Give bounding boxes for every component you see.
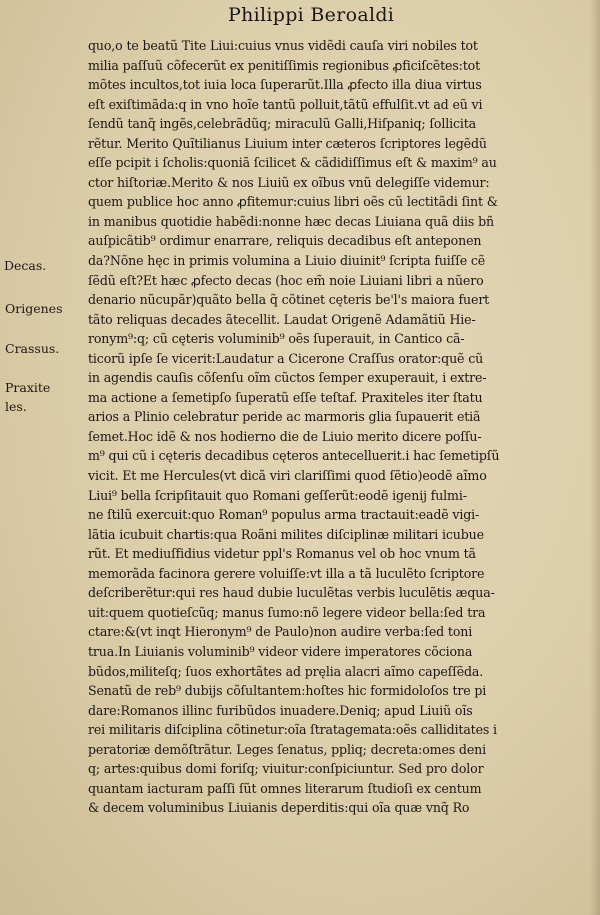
text-line: ctor hiſtoriæ.Merito & nos Liuiũ ex oĩbus vnũ delegiſſe videmur: <box>88 174 490 190</box>
text-line: ne ſtilũ exercuit:quo Roman⁹ populus arma tractauit:eadẽ vigi- <box>88 507 480 523</box>
text-line: vicit. Et me Hercules(vt dicã viri clariſſimi quod ſẽtio)eodẽ aĩmo <box>88 468 487 484</box>
text-line: peratoriæ demõſtrãtur. Leges ſenatus, ppliq; decreta:omes deni <box>88 741 486 757</box>
text-line: milia paſſuũ cõfecerũt ex penitiſſimis regionibus ꝓficiſcẽtes:tot <box>88 57 480 73</box>
text-line: lãtia icubuit chartis:qua Roãni milites diſciplinæ militari icubue <box>88 526 484 542</box>
text-line: quantam iacturam paſſi ſũt omnes literarum ſtudioſi ex centum <box>88 780 482 796</box>
text-line: Liui⁹ bella ſcripſitauit quo Romani geſſerũt:eodẽ igenij fulmi- <box>88 487 467 503</box>
text-line: memorãda facinora gerere voluiſſe:vt illa a tã luculẽto ſcriptore <box>88 565 485 581</box>
text-line: ſẽdũ eſt?Et hæc ꝓfecto decas (hoc em̃ noie Liuiani libri a nũero <box>88 272 484 288</box>
text-line: rẽtur. Merito Quĩtilianus Liuium inter cæteros ſcriptores legẽdũ <box>88 135 487 151</box>
text-line: da?Nõne hęc in primis volumina a Liuio diuinit⁹ ſcripta fuiſſe cẽ <box>88 253 486 269</box>
text-line: denario nũcupãr)quãto bella q̃ cõtinet cęteris be'l's maiora fuert <box>88 292 490 308</box>
text-line: uit:quem quotieſcũq; manus ſumo:nõ legere videor bella:ſed tra <box>88 604 486 620</box>
text-line: deſcriberẽtur:qui res haud dubie luculẽtas verbis luculẽtis æqua- <box>88 585 495 601</box>
text-line: ctare:&(vt inqt Hieronym⁹ de Paulo)non audire verba:ſed toni <box>88 624 473 640</box>
text-line: ma actione a ſemetipſo ſuperatũ eſſe teſtaf. Praxiteles iter ſtatu <box>88 389 483 405</box>
text-line: ticorũ ipſe ſe vicerit:Laudatur a Cicerone Craſſus orator:quẽ cũ <box>88 350 484 366</box>
text-line: in agendis cauſis cõſenſu oĩm cũctos ſemper exuperauit, i extre- <box>88 370 487 386</box>
text-line: arios a Plinio celebratur peride ac marmoris glia ſupauerit etiã <box>88 409 481 425</box>
text-line: rũt. Et mediuſfidius videtur ppl's Romanus vel ob hoc vnum tã <box>88 546 476 562</box>
text-line: auſpicãtib⁹ ordimur enarrare, reliquis decadibus eſt anteponen <box>88 233 482 249</box>
text-line: in manibus quotidie habẽdi:nonne hæc decas Liuiana quã diis bñ <box>88 213 494 229</box>
text-line: trua.In Liuianis voluminib⁹ videor videre imperatores cõciona <box>88 643 473 659</box>
text-line: mõtes incultos,tot iuia loca ſuperarũt.Illa ꝓfecto illa diua virtus <box>88 77 482 93</box>
text-line: rei militaris diſciplina cõtinetur:oĩa ſtratagemata:oẽs calliditates i <box>88 722 497 738</box>
text-line: quem publice hoc anno ꝓfitemur:cuius libri oẽs cũ lectitãdi ſint & <box>88 194 498 210</box>
text-line: eſſe pcipit i ſcholis:quoniã ſcilicet & cãdidiſſimus eſt & maxim⁹ au <box>88 155 497 171</box>
text-line: q; artes:quibus domi foriſq; viuitur:conſpiciuntur. Sed pro dolor <box>88 761 484 777</box>
text-line: Senatũ de reb⁹ dubijs cõſultantem:hoſtes hic formidoloſos tre pi <box>88 683 487 699</box>
page-edge-shadow <box>590 0 600 915</box>
margin-note-crassus: Crassus. <box>5 341 60 356</box>
text-line: ſemet.Hoc idẽ & nos hodierno die de Liuio merito dicere poſſu- <box>88 428 482 444</box>
text-line: ſendũ tanq̃ ingẽs,celebrãdũq; miraculũ Galli,Hiſpaniq; ſollicita <box>88 116 476 132</box>
text-line: ronym⁹:q; cũ cęteris voluminib⁹ oẽs ſuperauit, in Cantico cã- <box>88 331 465 347</box>
margin-note-origenes: Origenes <box>5 301 63 316</box>
text-line: dare:Romanos illinc furibũdos inuadere.Deniq; apud Liuiũ oĩs <box>88 702 473 718</box>
text-line: & decem voluminibus Liuianis deperditis:qui oĩa quæ vnq̃ Ro <box>88 800 470 816</box>
text-line: tãto reliquas decades ãtecellit. Laudat Origenẽ Adamãtiũ Hie- <box>88 311 476 327</box>
text-line: quo,o te beatũ Tite Liui:cuius vnus vidẽdi cauſa viri nobiles tot <box>88 38 478 53</box>
body-text <box>88 36 590 818</box>
margin-note-decas: Decas. <box>4 258 47 273</box>
running-head: Philippi Beroaldi <box>228 4 395 26</box>
text-line: m⁹ qui cũ i cęteris decadibus cęteros antecelluerit.i hac ſemetipſũ <box>88 448 500 464</box>
text-line: eſt exiſtimãda:q in vno hoĩe tantũ polluit,tãtũ effulſit.vt ad eũ vi <box>88 96 483 112</box>
margin-note-praxiteles-cont: les. <box>5 399 27 414</box>
text-line: bũdos,militeſq; ſuos exhortãtes ad pręlia alacri aĩmo capeſſẽda. <box>88 663 484 679</box>
margin-note-praxiteles: Praxite <box>5 380 51 395</box>
